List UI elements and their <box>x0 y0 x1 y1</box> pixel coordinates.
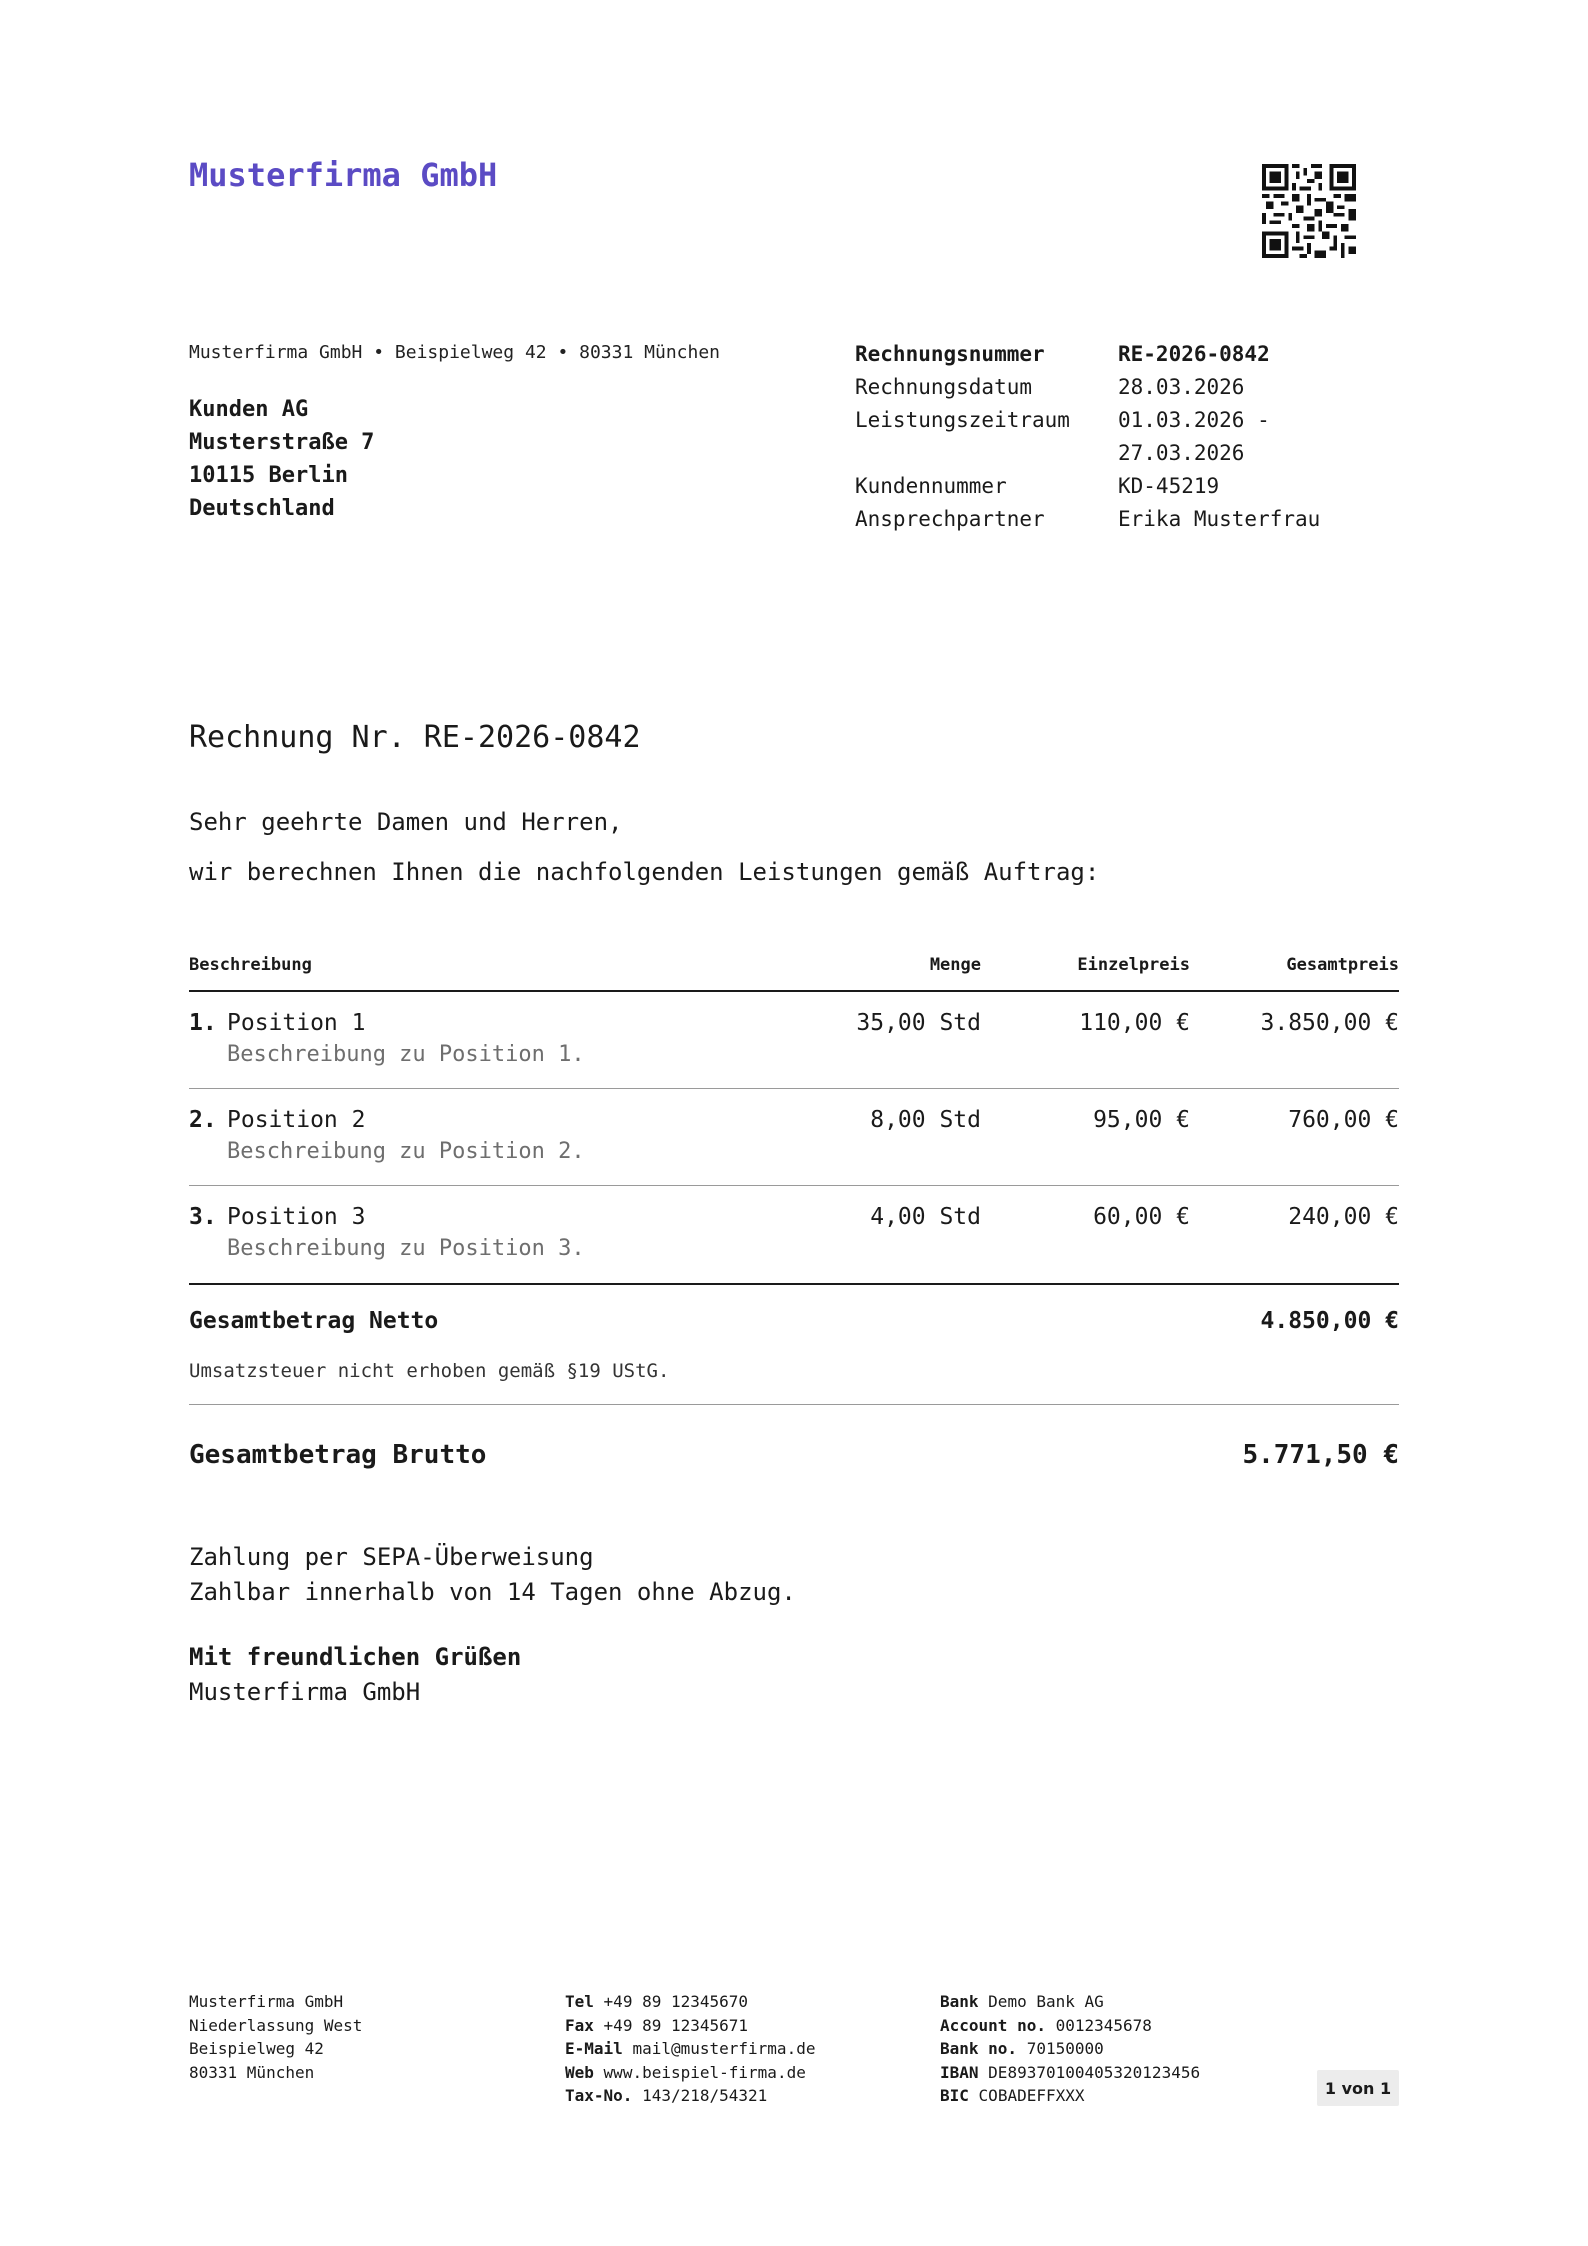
divider <box>189 1404 1399 1405</box>
item-unit-price: 95,00 € <box>1093 1107 1190 1133</box>
closing-greeting: Mit freundlichen Grüßen <box>189 1643 522 1671</box>
phone-link[interactable]: +49 89 12345670 <box>603 1992 749 2011</box>
bic: COBADEFFXXX <box>978 2086 1085 2105</box>
footer-line <box>940 2014 1200 2038</box>
footer-line <box>565 2014 815 2038</box>
item-title: Position 1 <box>227 1010 366 1036</box>
tax-number: 143/218/54321 <box>642 2086 768 2105</box>
footer-label: Account no. <box>940 2015 1046 2035</box>
item-description <box>189 1010 781 1088</box>
gross-total-value: 5.771,50 € <box>1242 1440 1399 1470</box>
footer-line <box>940 2084 1200 2108</box>
account-number: 0012345678 <box>1055 2015 1152 2035</box>
item-number: 1. <box>189 1010 217 1036</box>
footer-label: BIC <box>940 2086 969 2105</box>
item-total: 240,00 € <box>1288 1204 1399 1230</box>
meta-row-service-period <box>855 404 1348 470</box>
table-row <box>189 992 1399 1089</box>
sender-return-address: Musterfirma GmbH • Beispielweg 42 • 80331 München <box>189 342 721 363</box>
payment-method: Zahlung per SEPA-Überweisung <box>189 1543 594 1571</box>
footer-address <box>189 1990 362 2084</box>
meta-label: Kundennummer <box>855 474 1007 498</box>
company-logo-text: Musterfirma GmbH <box>189 156 498 194</box>
bank-code: 70150000 <box>1026 2039 1104 2058</box>
item-title: Position 3 <box>227 1204 366 1230</box>
footer-line <box>565 2061 815 2085</box>
net-total-row <box>189 1308 1399 1334</box>
item-unit-price: 110,00 € <box>1079 1010 1190 1036</box>
footer-label: E-Mail <box>565 2039 623 2058</box>
header-description: Beschreibung <box>189 955 312 975</box>
gross-total-row <box>189 1440 1399 1470</box>
meta-row-invoice-number <box>855 338 1348 371</box>
footer-line: Musterfirma GmbH <box>189 1992 344 2011</box>
footer-label: Tax-No. <box>565 2086 633 2105</box>
meta-row-customer-number <box>855 470 1348 503</box>
footer-line <box>565 2037 815 2061</box>
email-link[interactable]: mail@musterfirma.de <box>632 2039 816 2058</box>
footer-line: Niederlassung West <box>189 2015 363 2035</box>
recipient-company: Kunden AG <box>189 397 309 422</box>
meta-label: Rechnungsdatum <box>855 375 1033 399</box>
footer-line: 80331 München <box>189 2062 315 2082</box>
footer-line: Beispielweg 42 <box>189 2039 324 2058</box>
invoice-meta <box>855 338 1348 536</box>
period-start: 01.03.2026 - <box>1118 408 1270 432</box>
item-number: 3. <box>189 1204 217 1230</box>
header-total: Gesamtpreis <box>1286 955 1399 975</box>
meta-label: Leistungszeitraum <box>855 408 1070 432</box>
item-quantity: 4,00 Std <box>870 1204 981 1230</box>
footer-line <box>940 2037 1200 2061</box>
recipient-country: Deutschland <box>189 496 335 521</box>
table-row <box>189 1186 1399 1285</box>
footer-label: Bank no. <box>940 2039 1018 2058</box>
meta-row-contact-person <box>855 503 1348 536</box>
table-row <box>189 1089 1399 1186</box>
fax-value: +49 89 12345671 <box>603 2015 749 2035</box>
recipient-city: 10115 Berlin <box>189 463 348 488</box>
header-unit-price: Einzelpreis <box>1077 955 1190 975</box>
meta-label: Ansprechpartner <box>855 507 1045 531</box>
item-unit-price: 60,00 € <box>1093 1204 1190 1230</box>
meta-row-invoice-date <box>855 371 1348 404</box>
item-subtext: Beschreibung zu Position 1. <box>227 1042 585 1067</box>
payment-terms: Zahlbar innerhalb von 14 Tagen ohne Abzug. <box>189 1578 796 1606</box>
footer-line <box>940 1990 1200 2014</box>
iban: DE89370100405320123456 <box>988 2062 1201 2082</box>
item-total: 3.850,00 € <box>1260 1010 1399 1036</box>
net-total-value: 4.850,00 € <box>1260 1308 1399 1334</box>
payment-info <box>189 1540 796 1610</box>
item-description <box>189 1204 781 1283</box>
qr-code-icon <box>1262 164 1356 258</box>
item-subtext: Beschreibung zu Position 3. <box>227 1236 585 1261</box>
item-number: 2. <box>189 1107 217 1133</box>
item-quantity: 35,00 Std <box>856 1010 981 1036</box>
meta-value: Erika Musterfrau <box>1118 507 1321 531</box>
closing <box>189 1640 521 1710</box>
meta-label: Rechnungsnummer <box>855 342 1045 366</box>
footer-label: IBAN <box>940 2062 979 2082</box>
page-indicator: 1 von 1 <box>1317 2070 1399 2106</box>
footer-contact <box>565 1990 815 2108</box>
recipient-address <box>189 393 374 525</box>
line-items-table <box>189 940 1399 1285</box>
intro-text: wir berechnen Ihnen die nachfolgenden Leistungen gemäß Auftrag: <box>189 858 1100 886</box>
footer-label: Bank <box>940 1992 979 2011</box>
footer-label: Web <box>565 2062 594 2082</box>
gross-total-label: Gesamtbetrag Brutto <box>189 1440 487 1470</box>
item-title: Position 2 <box>227 1107 366 1133</box>
footer-line <box>565 1990 815 2014</box>
table-header <box>189 940 1399 992</box>
tax-note: Umsatzsteuer nicht erhoben gemäß §19 UStG. <box>189 1360 670 1382</box>
recipient-street: Musterstraße 7 <box>189 430 375 455</box>
item-total: 760,00 € <box>1288 1107 1399 1133</box>
meta-value: RE-2026-0842 <box>1118 342 1270 366</box>
bank-name: Demo Bank AG <box>988 1992 1104 2011</box>
footer-label: Tel <box>565 1992 594 2011</box>
footer-line <box>565 2084 815 2108</box>
item-quantity: 8,00 Std <box>870 1107 981 1133</box>
website-link[interactable]: www.beispiel-firma.de <box>603 2062 806 2082</box>
net-total-label: Gesamtbetrag Netto <box>189 1308 439 1334</box>
item-subtext: Beschreibung zu Position 2. <box>227 1139 585 1164</box>
header-quantity: Menge <box>929 955 981 975</box>
meta-value: 28.03.2026 <box>1118 375 1245 399</box>
footer-label: Fax <box>565 2015 594 2035</box>
item-description <box>189 1107 781 1185</box>
closing-signature: Musterfirma GmbH <box>189 1678 421 1706</box>
salutation: Sehr geehrte Damen und Herren, <box>189 808 623 836</box>
footer-bank <box>940 1990 1200 2108</box>
period-end: 27.03.2026 <box>1118 441 1245 465</box>
footer-line <box>940 2061 1200 2085</box>
invoice-title: Rechnung Nr. RE-2026-0842 <box>189 720 641 755</box>
meta-value: KD-45219 <box>1118 474 1220 498</box>
meta-value <box>1118 404 1348 470</box>
